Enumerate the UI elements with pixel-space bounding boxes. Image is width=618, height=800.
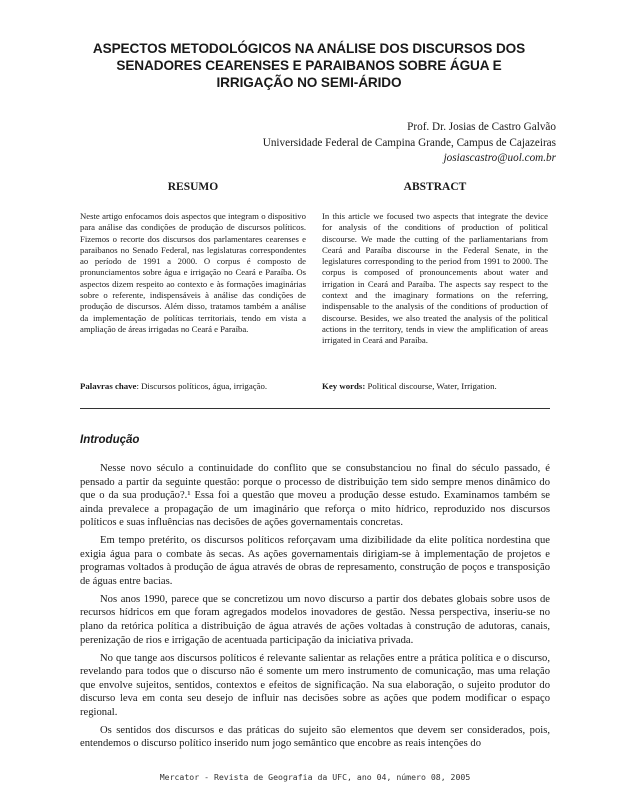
- page-footer: Mercator - Revista de Geografia da UFC, ano 04, número 08, 2005: [159, 772, 471, 782]
- resumo-text: Neste artigo enfocamos dois aspectos que integram o dispositivo para análise das condições de produção de discursos políticos. Fizemos o recorte dos discursos dos parlamentares cearenses e paraibanos no Senado Federal, nas legislaturas correspondentes ao período de 1991 a 2000. O corpus é composto de pronunciamentos sobre água e irrigação no Ceará e Paraíba. Os aspectos dizem respeito ao contexto e às formações imaginárias sobre o referente, indispensáveis à análise das condições de produção de discursos. Além disso, tratamos também a análise da implementação de políticas territoriais, tendo em vista a ampliação de áreas irrigadas no Ceará e Paraíba.: [80, 211, 306, 334]
- body-text: [80, 462, 550, 755]
- abstract-heading: ABSTRACT: [403, 181, 467, 193]
- abstract-text: In this article we focused two aspects that integrate the device for analysis of the conditions of production of political discourse. We made the cutting of the parliamentarians from Ceará and Paraíba discourse in the Federal Senate, in the legislatures corresponding to the period from 1991 to 2000. The corpus is composed of pronouncements about water and irrigation in Ceará and Paraíba. The aspects say respect to the context and the imaginary formations on the referring, indispensable to the analysis of the conditions of production of discourse. Besides, we also treated the analysis of the political actions in the territory, tends in view the amplification of areas irrigated in Ceará and Paraíba.: [322, 211, 548, 346]
- author-affiliation: Universidade Federal de Campina Grande, Campus de Cajazeiras: [262, 136, 556, 149]
- body-paragraph-3: Nos anos 1990, parece que se concretizou um novo discurso a partir dos debates globais sobre usos de recursos hídricos em que foram agregados modelos inovadores de gestão. Nessa perspectiva, inseriu-se no plano da retórica política a distribuição de água através de ações voltadas à construção de adutoras, canais, perenização de rios e irrigação de acentuada participação da iniciativa privada.: [80, 593, 550, 646]
- author-name: Prof. Dr. Josias de Castro Galvão: [407, 121, 556, 133]
- title-line-3: IRRIGAÇÃO NO SEMI-ÁRIDO: [216, 75, 402, 90]
- section-heading: Introdução: [80, 434, 140, 446]
- resumo-keywords-label: Palavras chave: [80, 381, 137, 391]
- resumo-keywords: [80, 381, 306, 392]
- abstract-keywords-label: Key words:: [322, 381, 366, 391]
- body-paragraph-2: Em tempo pretérito, os discursos políticos reforçavam uma dizibilidade da elite política nordestina que exigia água para o combate às secas. As ações governamentais dirigiam-se à implementação de projetos e programas voltados à produção de água através de obras de represamento, construção de poços e transposição de águas entre bacias.: [80, 535, 550, 587]
- resumo-keywords-value: : Discursos políticos, água, irrigação.: [136, 381, 268, 391]
- abstract-keywords: [322, 381, 548, 392]
- author-block: [136, 120, 556, 167]
- section-divider: [80, 408, 550, 409]
- abstract-keywords-value: Political discourse, Water, Irrigation.: [365, 381, 497, 391]
- body-paragraph-1: Nesse novo século a continuidade do conflito que se consubstanciou no final do século passado, é pensado a partir da seguinte questão: porque o processo de distribuição tem sido sempre menos dinâmico do que o da sua produção?.¹ Essa foi a questão que moveu a produção desse estudo. Examinamos também se ainda prevalece a propagação de um imaginário que reforça o mito hídrico, reproduzido nos discursos políticos e suas influências nas decisões de ações governamentais concretas.: [80, 463, 550, 529]
- title-line-1: ASPECTOS METODOLÓGICOS NA ANÁLISE DOS DISCURSOS DOS: [92, 41, 526, 56]
- author-email: josiascastro@uol.com.br: [443, 152, 556, 164]
- title-line-2: SENADORES CEARENSES E PARAIBANOS SOBRE ÁGUA E: [116, 58, 502, 73]
- paper-title: [70, 40, 548, 91]
- resumo-heading: RESUMO: [167, 181, 219, 193]
- body-paragraph-4: No que tange aos discursos políticos é relevante salientar as relações entre a prática política e o discurso, revelando para todos que o discurso não é somente um mero instrumento de comunicação, mas uma relação que envolve sujeitos, sentidos, contextos e efeitos de significação. Na sua elaboração, o sujeito produtor do discurso leva em conta seu desejo de influir nas decisões sobre as ações que podem modificar o espaço regional.: [80, 652, 550, 718]
- body-paragraph-5: Os sentidos dos discursos e das práticas do sujeito são elementos que devem ser considerados, pois, entendemos o discurso político inserido num jogo semântico que encobre as reais intenções do: [80, 724, 550, 750]
